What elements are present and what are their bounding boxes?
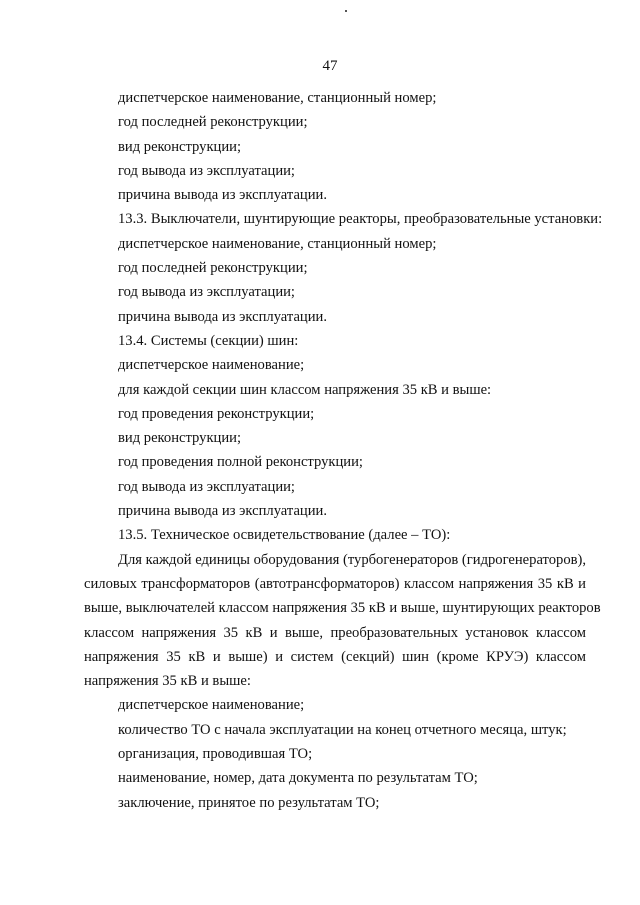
section-heading: 13.3. Выключатели, шунтирующие реакторы, преобразовательные установки: (118, 211, 603, 228)
section-heading: 13.4. Системы (секции) шин: (118, 332, 299, 349)
text-line: год вывода из эксплуатации; (118, 478, 295, 495)
text-line: год проведения реконструкции; (118, 405, 315, 422)
text-line: вид реконструкции; (118, 138, 242, 155)
text-line: наименование, номер, дата документа по результатам ТО; (118, 770, 478, 787)
text-line: вид реконструкции; (118, 430, 242, 447)
text-line: причина вывода из эксплуатации. (118, 308, 328, 325)
text-line: заключение, принятое по результатам ТО; (118, 794, 380, 811)
text-line: год вывода из эксплуатации; (118, 162, 295, 179)
paragraph-line: классом напряжения 35 кВ и выше, преобразовательных установок классом (84, 624, 586, 641)
text-line: год проведения полной реконструкции; (118, 454, 363, 471)
text-line: год последней реконструкции; (118, 260, 308, 277)
justified-paragraph (84, 548, 601, 694)
text-line: год вывода из эксплуатации; (118, 284, 295, 301)
text-line: причина вывода из эксплуатации. (118, 187, 328, 204)
text-line: количество ТО с начала эксплуатации на конец отчетного месяца, штук; (118, 721, 567, 738)
text-line: диспетчерское наименование, станционный номер; (118, 90, 437, 106)
paragraph-line: напряжения 35 кВ и выше: (84, 673, 251, 690)
page-number: 47 (322, 58, 338, 74)
text-line: организация, проводившая ТО; (118, 746, 313, 763)
paragraph-line: выше, выключателей классом напряжения 35 кВ и выше, шунтирующих реакторов (84, 600, 601, 617)
text-line: диспетчерское наименование; (118, 357, 305, 374)
text-line: причина вывода из эксплуатации. (118, 503, 328, 520)
section-heading: 13.5. Техническое освидетельствование (далее – ТО): (118, 527, 451, 544)
paragraph-line: силовых трансформаторов (автотрансформаторов) классом напряжения 35 кВ и (84, 575, 586, 592)
text-line: диспетчерское наименование, станционный номер; (118, 235, 437, 252)
paragraph-line: Для каждой единицы оборудования (турбогенераторов (гидрогенераторов), (118, 551, 587, 568)
text-line: диспетчерское наименование; (118, 697, 305, 714)
scan-speck (345, 10, 347, 12)
document-body (84, 86, 603, 815)
text-line: для каждой секции шин классом напряжения 35 кВ и выше: (118, 381, 492, 398)
text-line: год последней реконструкции; (118, 114, 308, 131)
paragraph-line: напряжения 35 кВ и выше) и систем (секций) шин (кроме КРУЭ) классом (84, 648, 586, 665)
